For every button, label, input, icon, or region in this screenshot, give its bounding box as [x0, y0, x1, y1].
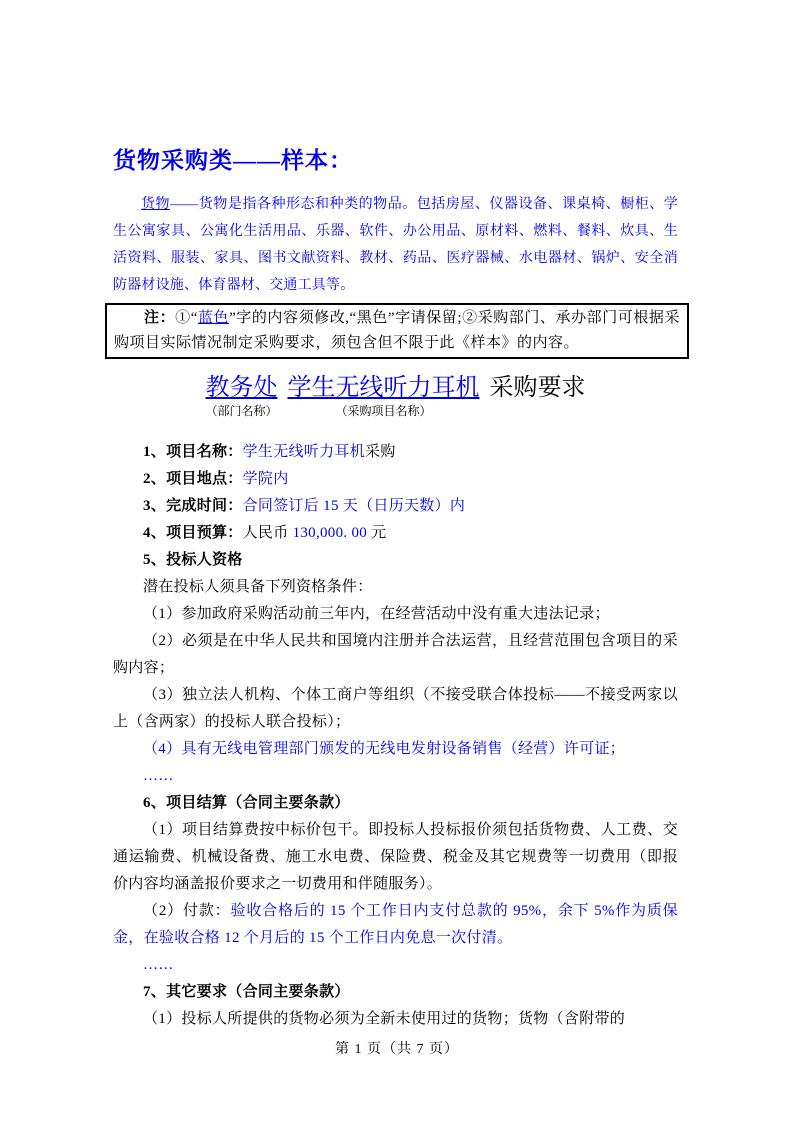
section-6-heading — [113, 790, 678, 817]
item-project-location — [113, 466, 678, 493]
item-value-blue: 合同签订后 15 天（日历天数）内 — [242, 498, 466, 514]
item-label: 2、项目地点： — [143, 471, 243, 487]
para-qualification-2: （2）必须是在中华人民共和国境内注册并合法运营，且经营范围包含项目的采购内容； — [113, 633, 678, 676]
item-value-blue: 130,000. 00 — [292, 525, 368, 541]
item-label: 4、项目预算： — [143, 525, 243, 541]
requirements-body — [113, 439, 678, 1033]
title-department: 教务处 — [205, 375, 278, 401]
title-department-column — [205, 373, 277, 419]
note-label: 注： — [144, 310, 176, 326]
caption-department: （部门名称） — [205, 404, 278, 418]
section-7-heading — [113, 979, 678, 1006]
title-project-column — [288, 373, 480, 419]
item-label: 1、项目名称： — [143, 444, 243, 460]
para-qualification-intro: 潜在投标人须具备下列资格条件： — [143, 579, 373, 595]
caption-project: （采购项目名称） — [335, 404, 432, 418]
section-6-label: 6、项目结算（合同主要条款） — [143, 795, 350, 811]
note-seg1: ①“ — [175, 310, 198, 326]
item-project-budget — [113, 520, 678, 547]
para-payment-terms: 验收合格后的 15 个工作日内支付总款的 95%，余下 5%作为质保金，在验收合格 12 个月后的 15 个工作日内免息一次付清。 — [113, 903, 678, 946]
intro-body-text: ——货物是指各种形态和种类的物品。包括房屋、仪器设备、课桌椅、橱柜、学生公寓家具、公寓化生活用品、乐器、软件、办公用品、原材料、燃料、餐料、炊具、生活资料、服装、家具、图书文献资料、教材、药品、医疗器械、水电器材、锅炉、安全消防器材设施、体育器材、交通工具等。 — [113, 197, 678, 293]
intro-paragraph — [113, 191, 678, 299]
note-box — [105, 303, 689, 359]
item-label: 3、完成时间： — [143, 498, 243, 514]
item-bidder-qualification — [113, 547, 678, 574]
item-value-suffix: 元 — [367, 525, 387, 541]
title-suffix: 采购要求 — [489, 375, 586, 401]
document-content — [113, 145, 678, 1033]
section-7-label: 7、其它要求（合同主要条款） — [143, 984, 350, 1000]
note-seg2: ”字的内容须修改,“黑色”字请保留;②采购部门、承办部门可根据采购项目实际情况制定采购要求，须包含但不限于此《样本》的内容。 — [114, 310, 680, 351]
doc-title — [113, 373, 678, 419]
para-payment — [113, 898, 678, 952]
para-qualification-1: （1）参加政府采购活动前三年内，在经营活动中没有重大违法记录； — [143, 606, 610, 622]
item-completion-time — [113, 493, 678, 520]
item-label: 5、投标人资格 — [143, 552, 243, 568]
item-value-prefix: 人民币 — [242, 525, 293, 541]
page-footer: 第 1 页（共 7 页） — [335, 1042, 459, 1057]
para-settlement-1: （1）项目结算费按中标价包干。即投标人投标报价须包括货物费、人工费、交通运输费、机械设备费、施工水电费、保险费、税金及其它规费等一切费用（即报价内容均涵盖报价要求之一切费用和伴随服务）。 — [113, 822, 678, 892]
para-payment-label: （2）付款： — [143, 903, 231, 919]
intro-lead-term: 货物 — [141, 197, 171, 212]
ellipsis-1: …… — [143, 768, 174, 784]
note-blue-term: 蓝色 — [197, 310, 230, 326]
item-value-blue: 学院内 — [242, 471, 289, 487]
para-qualification-3: （3）独立法人机构、个体工商户等组织（不接受联合体投标——不接受两家以上（含两家）的投标人联合投标）； — [113, 687, 678, 730]
para-qualification-4: （4）具有无线电管理部门颁发的无线电发射设备销售（经营）许可证； — [143, 741, 626, 757]
para-other-requirements-1: （1）投标人所提供的货物必须为全新未使用过的货物；货物（含附带的 — [143, 1011, 626, 1027]
title-project: 学生无线听力耳机 — [287, 375, 480, 401]
item-project-name — [113, 439, 678, 466]
title-suffix-column — [490, 373, 586, 403]
item-value-blue: 学生无线听力耳机 — [242, 444, 366, 460]
doc-category-heading: 货物采购类——样本： — [113, 148, 353, 173]
ellipsis-2: …… — [143, 957, 174, 973]
item-value-black: 采购 — [365, 444, 396, 460]
